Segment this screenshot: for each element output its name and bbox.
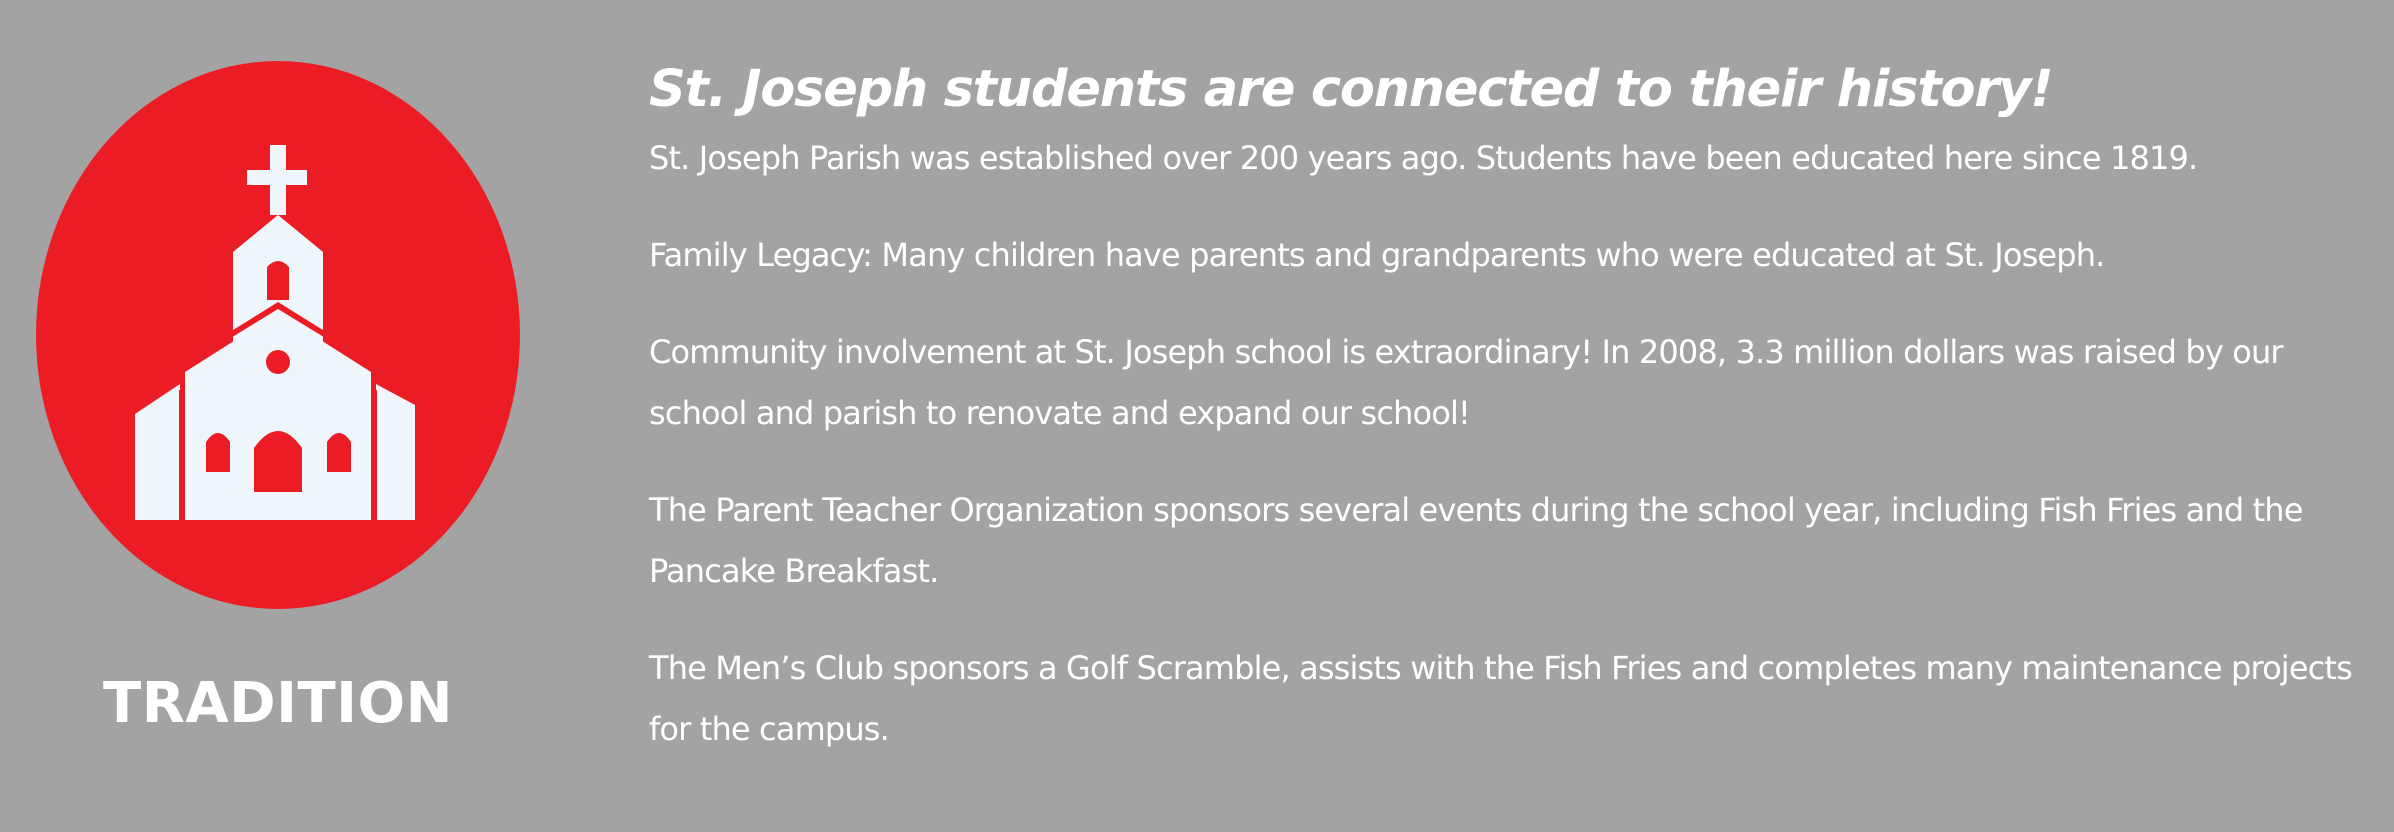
history-section — [649, 58, 2369, 760]
paragraph-family-legacy: Family Legacy: Many children have parents and grandparents who were educated at St. Joseph. — [649, 236, 2105, 274]
paragraph-parish-history: St. Joseph Parish was established over 200 years ago. Students have been educated here since 1819. — [649, 139, 2198, 177]
tradition-emblem — [35, 60, 521, 610]
paragraph-community-involvement: Community involvement at St. Joseph school is extraordinary! In 2008, 3.3 million dollars was raised by our school and parish to renovate and expand our school! — [649, 333, 2283, 432]
paragraph-pto-events: The Parent Teacher Organization sponsors several events during the school year, including Fish Fries and the Pancake Breakfast. — [649, 491, 2303, 590]
tradition-panel — [0, 0, 560, 832]
section-headline: St. Joseph students are connected to their history! — [649, 60, 2053, 119]
church-icon — [35, 60, 521, 610]
paragraph-mens-club: The Men’s Club sponsors a Golf Scramble, assists with the Fish Fries and completes many maintenance projects for the campus. — [649, 649, 2352, 748]
tradition-label: TRADITION — [103, 671, 453, 736]
